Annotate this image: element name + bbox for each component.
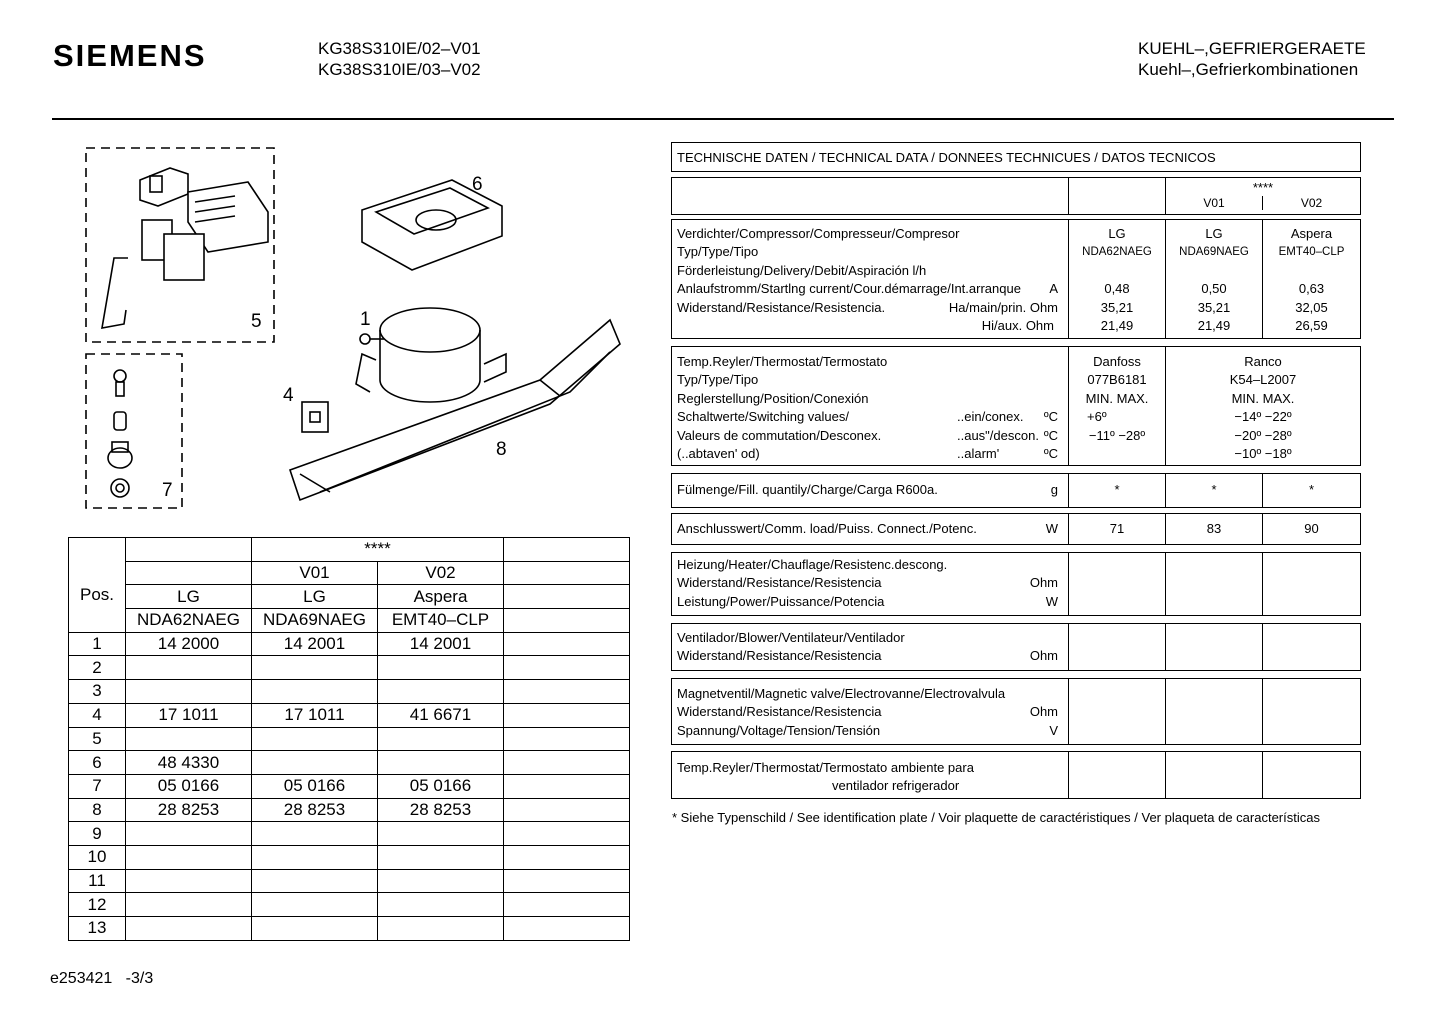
table-row: [69, 656, 630, 680]
part-number-cell: [126, 917, 252, 941]
pos-cell: 4: [69, 703, 126, 727]
empty-cell: [504, 893, 630, 917]
table-row: [69, 632, 630, 656]
pos-cell: 13: [69, 917, 126, 941]
compressor-section: Verdichter/Compressor/Compresseur/Compresor Typ/Type/Tipo Förderleistung/Delivery/Debit/Aspiración l/h Anlaufstromm/Startlng current/Cour.démarrage/Int.arranque A Widerstand/Resistance/Resistencia. Ha/main/prin. Ohm Hi/aux. Ohm LG NDA62NAEG 0,48 35,21 21,49 LG NDA69NAEG 0,50 35,21 21,49 Aspera EMT40–CLP 0,63 32,05 26,59: [671, 219, 1361, 339]
part-number-cell: [126, 656, 252, 680]
empty-cell: [504, 822, 630, 846]
pos-header: Pos.: [69, 538, 126, 633]
part-number-cell: [252, 869, 378, 893]
part-number-cell: [126, 680, 252, 704]
tech-stars: ****: [1252, 180, 1274, 195]
stars-header: ****: [252, 538, 504, 562]
part-number-cell: [378, 917, 504, 941]
empty-cell: [504, 845, 630, 869]
pos-cell: 12: [69, 893, 126, 917]
brand-col-3: Aspera: [378, 585, 504, 609]
table-row: [69, 703, 630, 727]
part-number-cell: [378, 893, 504, 917]
empty-cell: [504, 751, 630, 775]
heater-section: Heizung/Heater/Chauflage/Resistenc.descong. Widerstand/Resistance/Resistencia Ohm Leistung/Power/Puissance/Potencia W: [671, 552, 1361, 616]
table-row: [69, 727, 630, 751]
table-row: [69, 751, 630, 775]
table-row: [69, 774, 630, 798]
part-number-cell: [126, 822, 252, 846]
part-number-cell: [252, 751, 378, 775]
part-number-cell: [378, 845, 504, 869]
table-row: [69, 822, 630, 846]
part-number-cell: 28 8253: [126, 798, 252, 822]
ambient-thermostat-section: Temp.Reyler/Thermostat/Termostato ambiente para ventilador refrigerador: [671, 751, 1361, 799]
callout-8: 8: [496, 439, 507, 460]
part-number-cell: [126, 845, 252, 869]
part-number-cell: 05 0166: [126, 774, 252, 798]
pos-cell: 9: [69, 822, 126, 846]
tech-v02: V02: [1300, 196, 1323, 210]
empty-cell: [504, 917, 630, 941]
part-number-cell: [378, 727, 504, 751]
part-number-cell: [126, 869, 252, 893]
callout-7: 7: [162, 480, 173, 501]
part-number-cell: [252, 727, 378, 751]
version-v01: V01: [252, 561, 378, 585]
part-number-cell: 41 6671: [378, 703, 504, 727]
pos-cell: 10: [69, 845, 126, 869]
part-number-cell: [252, 917, 378, 941]
part-number-cell: 28 8253: [252, 798, 378, 822]
pos-cell: 7: [69, 774, 126, 798]
category-line-2: Kuehl–,Gefrierkombinationen: [1138, 60, 1359, 79]
parts-table: [68, 537, 630, 941]
version-v02: V02: [378, 561, 504, 585]
page-number: -3/3: [125, 970, 154, 987]
part-number-cell: 14 2001: [252, 632, 378, 656]
empty-cell: [504, 774, 630, 798]
pos-cell: 5: [69, 727, 126, 751]
thermostat-section: Temp.Reyler/Thermostat/Termostato Typ/Type/Tipo Reglerstellung/Position/Conexión Schaltwerte/Switching values/ ..ein/conex. ºC Valeurs de commutation/Desconex. ..aus"/descon. ºC (..abtaven' od) ..alarm' ºC Danfoss 077B6181 MIN. MAX. +6º −11º −28º Ranco K54–L2007 MIN. MAX. −14º −22º −20º −28º −10º −18º: [671, 346, 1361, 466]
callout-6: 6: [472, 174, 483, 195]
empty-cell: [504, 656, 630, 680]
callout-4: 4: [283, 385, 294, 406]
part-number-cell: [378, 680, 504, 704]
brand-col-2: LG: [252, 585, 378, 609]
empty-cell: [504, 703, 630, 727]
empty-cell: [504, 632, 630, 656]
brand-logo: SIEMENS: [53, 38, 207, 73]
footnote: * Siehe Typenschild / See identification plate / Voir plaquette de caractéristiques / Ver plaqueta de características: [672, 810, 1320, 825]
type-col-1: NDA62NAEG: [126, 609, 252, 633]
part-number-cell: 14 2000: [126, 632, 252, 656]
part-number-cell: [252, 822, 378, 846]
table-row: [69, 680, 630, 704]
part-number-cell: 48 4330: [126, 751, 252, 775]
pos-cell: 11: [69, 869, 126, 893]
empty-cell: [504, 680, 630, 704]
exploded-parts-diagram: [80, 140, 640, 520]
part-number-cell: [252, 680, 378, 704]
table-row: [69, 869, 630, 893]
tech-title-box: [671, 142, 1361, 172]
part-number-cell: [126, 893, 252, 917]
callout-1: 1: [360, 309, 371, 330]
part-number-cell: [252, 893, 378, 917]
category-line-1: KUEHL–,GEFRIERGERAETE: [1138, 39, 1366, 58]
pos-cell: 6: [69, 751, 126, 775]
part-number-cell: [378, 869, 504, 893]
fill-quantity-section: Fülmenge/Fill. quantily/Charge/Carga R600a. g * * *: [671, 473, 1361, 508]
part-number-cell: 28 8253: [378, 798, 504, 822]
type-col-3: EMT40–CLP: [378, 609, 504, 633]
table-row: [69, 798, 630, 822]
pos-cell: 1: [69, 632, 126, 656]
empty-cell: [504, 727, 630, 751]
brand-col-1: LG: [126, 585, 252, 609]
type-col-2: NDA69NAEG: [252, 609, 378, 633]
part-number-cell: [126, 727, 252, 751]
part-number-cell: [378, 656, 504, 680]
empty-cell: [504, 869, 630, 893]
part-number-cell: [378, 751, 504, 775]
model-numbers: [318, 38, 481, 80]
product-category: [1138, 38, 1366, 80]
callout-5: 5: [251, 311, 262, 332]
header-divider: [52, 118, 1394, 120]
connected-load-section: Anschlusswert/Comm. load/Puiss. Connect./Potenc. W 71 83 90: [671, 513, 1361, 545]
pos-cell: 3: [69, 680, 126, 704]
tech-title: TECHNISCHE DATEN / TECHNICAL DATA / DONNEES TECHNICUES / DATOS TECNICOS: [677, 150, 1216, 165]
part-number-cell: [378, 822, 504, 846]
part-number-cell: 17 1011: [252, 703, 378, 727]
pos-cell: 8: [69, 798, 126, 822]
empty-cell: [504, 798, 630, 822]
part-number-cell: 17 1011: [126, 703, 252, 727]
part-number-cell: 14 2001: [378, 632, 504, 656]
table-row: [69, 917, 630, 941]
part-number-cell: 05 0166: [252, 774, 378, 798]
magnetic-valve-section: Magnetventil/Magnetic valve/Electrovanne/Electrovalvula Widerstand/Resistance/Resistencia Ohm Spannung/Voltage/Tension/Tensión V: [671, 678, 1361, 745]
part-number-cell: [252, 656, 378, 680]
part-number-cell: 05 0166: [378, 774, 504, 798]
table-row: [69, 893, 630, 917]
model-line-1: KG38S310IE/02–V01: [318, 39, 481, 58]
document-id: e253421 -3/3: [50, 970, 154, 987]
tech-version-header: [671, 177, 1361, 215]
pos-cell: 2: [69, 656, 126, 680]
model-line-2: KG38S310IE/03–V02: [318, 60, 481, 79]
fan-section: Ventilador/Blower/Ventilateur/Ventilador Widerstand/Resistance/Resistencia Ohm: [671, 623, 1361, 671]
table-row: [69, 845, 630, 869]
part-number-cell: [252, 845, 378, 869]
tech-v01: V01: [1203, 196, 1225, 210]
